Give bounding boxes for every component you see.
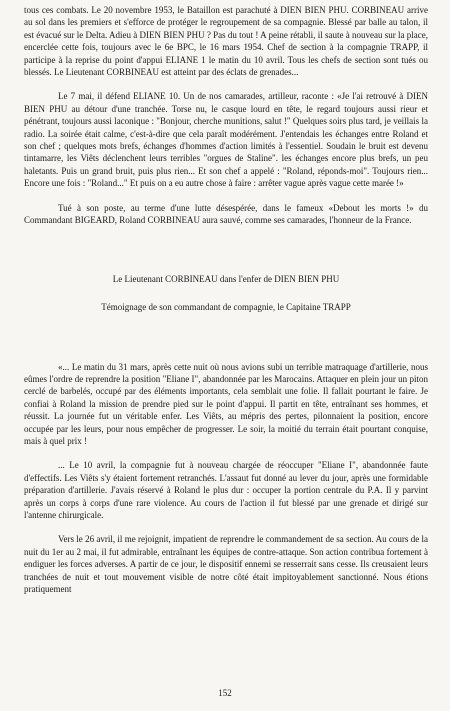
section-heading (24, 273, 428, 313)
paragraph-2: Le 7 mai, il défend ELIANE 10. Un de nos camarades, artilleur, raconte : «Je l'ai retrouvé à DIEN BIEN PHU au détour d'une tranchée. Torse nu, le casque lourd en tête, le regard toujours aussi rieur et pénétrant, toujours aussi laconique : "Bonjour, cherche munitions, salut !" Quelques soirs plus tard, je veillais la radio. La soirée était calme, c'est-à-dire que cela paraît modérément. J'entendais les échanges entre Roland et son chef ; quelques mots brefs, échanges d'hommes d'action limités à l'essentiel. Soudain le bruit est devenu tintamarre, les Viêts déclenchent leurs terribles "orgues de Staline". les échanges encore plus brefs, un peu haletants. Puis un grand bruit, puis plus rien... Et son chef a appelé : "Roland, réponds-moi". Toujours rien... Encore une fois : "Roland..." Et puis on a eu autre chose à faire : arrêter vague après vague cette marée !» (24, 91, 428, 189)
paragraph-4: «... Le matin du 31 mars, après cette nuit où nous avions subi un terrible matraquage d'artillerie, nous eûmes l'ordre de reprendre la position "Eliane I", abandonnée par les Marocains. Attaquer en plein jour un piton cerclé de barbelés, occupé par des éléments importants, cela semblait une folie. Il fallait pourtant le faire. Je confiai à Roland la mission de prendre pied sur le point d'appui. Il partit en tête, entraînant ses hommes, et réussit. La journée fut un véritable enfer. Les Viêts, au mépris des pertes, pilonnaient la position, encore occupée par les leurs, pour nous empêcher de progresser. Le soir, la moitié du terrain était pourtant conquise, mais à quel prix ! (24, 361, 428, 446)
section-title: Le Lieutenant CORBINEAU dans l'enfer de DIEN BIEN PHU (112, 273, 340, 284)
paragraph-1: tous ces combats. Le 20 novembre 1953, le Bataillon est parachuté à DIEN BIEN PHU. CORBINEAU arrive au sol dans les premiers et s'efforce de protéger le regroupement de sa compagnie. Blessé par balle au talon, il est évacué sur le Delta. Adieu à DIEN BIEN PHU ? Pas du tout ! A peine rétabli, il saute à nouveau sur la place, encerclée cette fois, toujours avec le 6e BPC, le 16 mars 1954. Chef de section à la compagnie TRAPP, il participe à la reprise du point d'appui ELIANE 1 le matin du 10 avril. Tous les chefs de section sont tués ou blessés. Le Lieutenant CORBINEAU est atteint par des éclats de grenades... (24, 5, 428, 78)
paragraph-6: Vers le 26 avril, il me rejoignit, impatient de reprendre le commandement de sa section. Au cours de la nuit du 1er au 2 mai, il fut admirable, entraînant les équipes de contre-attaque. Son action contribua fortement à endiguer les forces adverses. A partir de ce jour, le dispositif ennemi se resserrait sans cesse. Ils creusaient leurs tranchées de nuit et tout mouvement visible de notre côté était impitoyablement sanctionné. Nous étions pratiquement (24, 534, 428, 594)
paragraph-3: Tué à son poste, au terme d'une lutte désespérée, dans le fameux «Debout les morts !» du Commandant BIGEARD, Roland CORBINEAU aura sauvé, comme ses camarades, l'honneur de la France. (24, 202, 428, 226)
section-subtitle: Témoignage de son commandant de compagnie, le Capitaine TRAPP (101, 301, 351, 312)
paragraph-5: ... Le 10 avril, la compagnie fut à nouveau chargée de réoccuper "Eliane I", abandonnée faute d'effectifs. Les Viêts s'y étaient fortement retranchés. L'assaut fut donné au lever du jour, après une formidable préparation d'artillerie. J'avais réservé à Roland le plus dur : occuper la portion centrale du P.A. Il y parvint après un corps à corps d'une rare violence. Au cours de l'action il fut blessé par une grenade et dirigé sur l'antenne chirurgicale. (24, 460, 428, 520)
page-number: 152 (218, 688, 232, 698)
